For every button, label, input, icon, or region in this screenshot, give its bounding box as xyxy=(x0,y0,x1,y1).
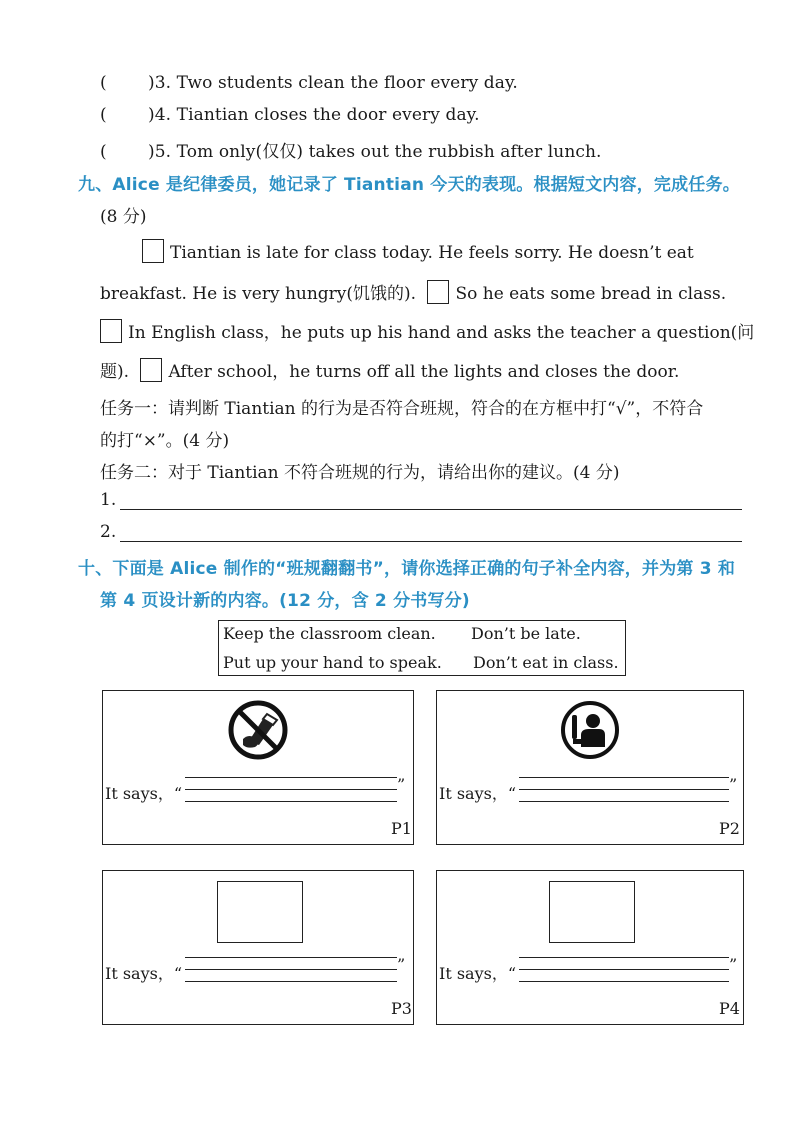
answer-line-1[interactable]: 1. xyxy=(100,490,116,510)
task-2: 任务二：对于 Tiantian 不符合班规的行为，请给出你的建议。(4 分) xyxy=(100,463,620,483)
tf-item-4 xyxy=(100,105,480,125)
no-food-icon xyxy=(227,699,289,761)
it-says-label: It says，“ xyxy=(439,784,517,803)
tf-item-5 xyxy=(100,137,602,162)
tf-item-3 xyxy=(100,73,518,93)
phrase-2[interactable]: Don’t be late. xyxy=(471,624,581,643)
answer-paren[interactable]: ( xyxy=(100,105,107,125)
phrase-4[interactable]: Don’t eat in class. xyxy=(473,653,619,672)
flip-card-p2 xyxy=(436,690,744,845)
flip-card-p1 xyxy=(102,690,414,845)
answer-paren[interactable]: ( xyxy=(100,73,107,93)
close-quote: ” xyxy=(397,775,406,794)
page-number: P3 xyxy=(391,999,412,1018)
blank-picture-box[interactable] xyxy=(549,881,635,943)
tf-text: )3. Two students clean the floor every day. xyxy=(148,73,518,93)
close-quote: ” xyxy=(729,955,738,974)
write-line[interactable] xyxy=(519,969,729,970)
write-line[interactable] xyxy=(185,789,397,790)
it-says-label: It says，“ xyxy=(439,964,517,983)
passage-line-3: In English class，he puts up his hand and asks the teacher a question(问 xyxy=(100,318,754,343)
close-quote: ” xyxy=(729,775,738,794)
answer-line-2[interactable]: 2. xyxy=(100,522,116,542)
phrase-bank xyxy=(218,620,626,676)
flip-card-p4 xyxy=(436,870,744,1025)
page-number: P1 xyxy=(391,819,412,838)
write-line[interactable] xyxy=(519,789,729,790)
page-number: P4 xyxy=(719,999,740,1018)
blank-picture-box[interactable] xyxy=(217,881,303,943)
section-10-heading-2: 第 4 页设计新的内容。(12 分，含 2 分书写分) xyxy=(100,591,470,611)
tf-text: )4. Tiantian closes the door every day. xyxy=(148,105,480,125)
judge-checkbox-3[interactable] xyxy=(100,319,122,343)
answer-paren[interactable]: ( xyxy=(100,142,107,162)
judge-checkbox-1[interactable] xyxy=(142,239,164,263)
raise-hand-icon xyxy=(559,699,621,761)
section-9-heading: 九、Alice 是纪律委员，她记录了 Tiantian 今天的表现。根据短文内容，完成任务。 xyxy=(78,175,740,195)
task-1-line-1: 任务一：请判断 Tiantian 的行为是否符合班规，符合的在方框中打“√”，不符合 xyxy=(100,399,704,419)
phrase-1[interactable]: Keep the classroom clean. xyxy=(223,624,436,643)
write-line[interactable] xyxy=(185,969,397,970)
tf-text: )5. Tom only(仅仅) takes out the rubbish after lunch. xyxy=(148,142,602,162)
judge-checkbox-4[interactable] xyxy=(140,358,162,382)
close-quote: ” xyxy=(397,955,406,974)
passage-line-2: breakfast. He is very hungry(饥饿的). So he eats some bread in class. xyxy=(100,279,726,304)
task-1-line-2: 的打“×”。(4 分) xyxy=(100,431,230,451)
flip-card-p3 xyxy=(102,870,414,1025)
passage-line-4: 题). After school，he turns off all the lights and closes the door. xyxy=(100,357,679,382)
page-number: P2 xyxy=(719,819,740,838)
section-9-score: (8 分) xyxy=(100,207,147,227)
section-10-heading-1: 十、下面是 Alice 制作的“班规翻翻书”，请你选择正确的句子补全内容，并为第 3 和 xyxy=(78,559,736,579)
it-says-label: It says，“ xyxy=(105,964,183,983)
passage-line-1: Tiantian is late for class today. He feels sorry. He doesn’t eat xyxy=(142,239,694,263)
judge-checkbox-2[interactable] xyxy=(427,280,449,304)
phrase-3[interactable]: Put up your hand to speak. xyxy=(223,653,442,672)
it-says-label: It says，“ xyxy=(105,784,183,803)
